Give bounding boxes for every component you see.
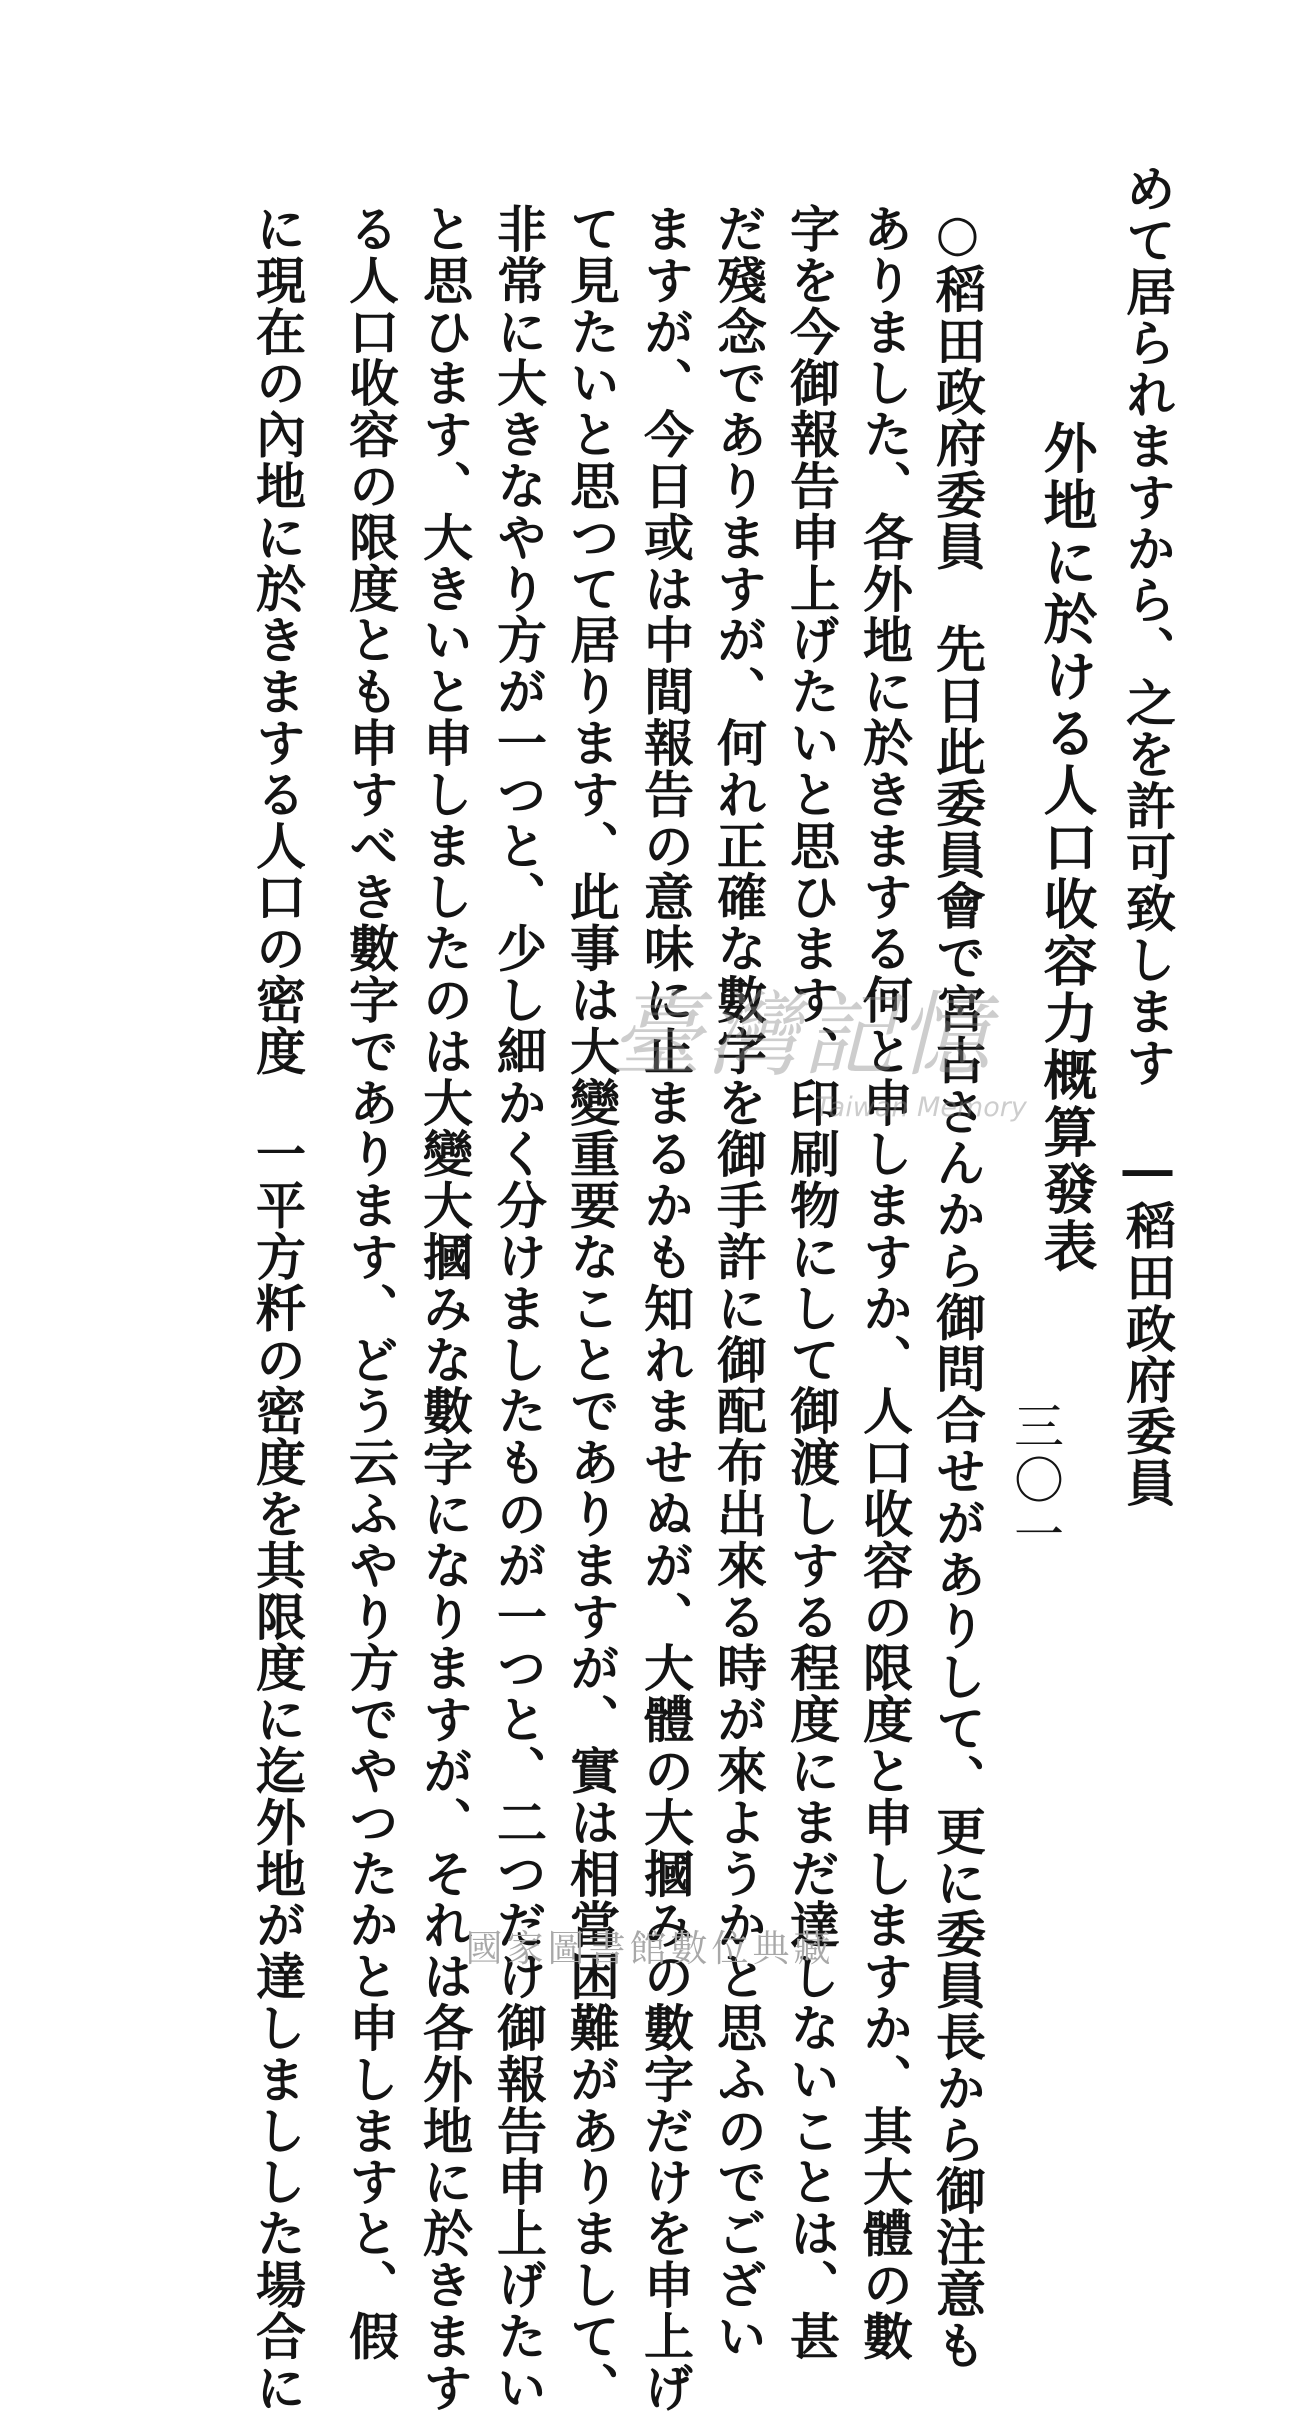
text-column-6: だ殘念でありますが、何れ正確な數字を御手許に御配布出來る時が來ようかと思ふのでござい: [709, 203, 768, 2362]
watermark-latin: Taiwan Memory: [815, 1092, 1027, 1123]
footer-credit: 國家圖書館數位典藏: [465, 1927, 835, 1970]
text-column-8: て見たいと思つて居ります、此事は大變重要なことでありますが、實は相當困難がありまして、: [562, 203, 621, 2413]
watermark-script: 臺灣記憶: [610, 982, 995, 1089]
text-column-9: 非常に大きなやり方が一つと、少し細かく分けましたものが一つと、二つだけ御報告申上げたい: [489, 203, 548, 2413]
text-column-1: めて居られますから、之を許可致します ―稻田政府委員: [1118, 163, 1177, 1509]
text-column-7: ますが、今日或は中間報告の意味に止まるかも知れませぬが、大體の大摑みの數字だけを申上げ: [636, 203, 695, 2413]
text-column-5: 字を今御報告申上げたいと思ひます、印刷物にして御渡しする程度にまだ達しないことは、甚: [782, 203, 841, 2362]
section-heading: 外地に於ける人口收容力概算發表: [1035, 420, 1099, 1275]
text-column-4: ありました、各外地に於きまする何と申しますか、人口收容の限度と申しますか、其大體の數: [855, 203, 914, 2362]
text-column-11: る人口收容の限度とも申すべき數字であります、どう云ふやり方でやつたかと申しますと、假: [341, 203, 400, 2362]
page-number: 三〇一: [1006, 1400, 1064, 1562]
text-column-10: と思ひます、大きいと申しましたのは大變大摑みな數字になりますが、それは各外地に於きます: [415, 203, 474, 2413]
text-column-3: ○稻田政府委員 先日此委員會で宮古さんから御問合せがありして、更に委員長から御注意も: [928, 203, 987, 2371]
text-column-12: に現在の內地に於きまする人口の密度 一平方粁の密度を其限度に迄外地が達しましした場合に: [248, 203, 307, 2413]
